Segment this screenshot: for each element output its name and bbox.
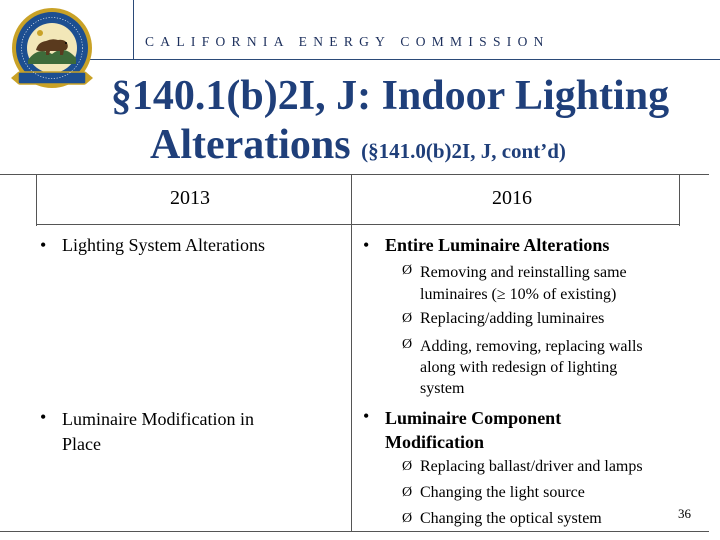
list-item — [40, 407, 254, 457]
table-header-divider — [36, 224, 679, 225]
slide-title-line2 — [150, 121, 566, 169]
organization-name: CALIFORNIA ENERGY COMMISSION — [145, 34, 550, 49]
sub-list-item — [402, 336, 643, 399]
table-top-border — [0, 174, 709, 175]
arrow-bullet-icon: Ø — [402, 337, 413, 352]
sub-item-text: Changing the light source — [420, 484, 585, 501]
sub-list-item — [402, 510, 602, 528]
page-number: 36 — [678, 506, 691, 521]
sub-item-text: Changing the optical system — [420, 510, 602, 527]
list-item-text: Entire Luminaire Alterations — [385, 235, 610, 255]
sub-item-text: Adding, removing, replacing walls — [420, 338, 643, 355]
sub-item-text: system — [420, 380, 465, 397]
table-bottom-border — [0, 531, 709, 532]
list-item — [363, 235, 609, 256]
list-item — [363, 406, 561, 454]
list-item — [40, 235, 265, 256]
sub-item-text: Removing and reinstalling same — [420, 264, 627, 281]
list-item-text: Place — [62, 434, 101, 454]
table-column-divider — [351, 174, 352, 532]
sub-item-text: Replacing/adding luminaires — [420, 310, 605, 327]
column-heading-2016: 2016 — [492, 187, 532, 209]
bullet-icon: • — [363, 406, 370, 426]
energy-commission-seal-logo — [6, 6, 98, 96]
sub-list-item — [402, 484, 585, 502]
sub-item-text: along with redesign of lighting — [420, 359, 618, 376]
list-item-text: Luminaire Component — [385, 408, 562, 428]
arrow-bullet-icon: Ø — [402, 459, 413, 474]
header-vertical-rule — [133, 0, 134, 60]
table-header-left-border — [36, 174, 37, 226]
slide-title-main: Alterations — [150, 122, 351, 168]
header-horizontal-rule — [80, 59, 720, 60]
slide-title-line1: §140.1(b)2I, J: Indoor Lighting — [110, 73, 670, 119]
arrow-bullet-icon: Ø — [402, 311, 413, 326]
list-item-text: Lighting System Alterations — [62, 235, 265, 255]
list-item-text: Luminaire Modification in — [62, 409, 254, 429]
sub-item-text: Replacing ballast/driver and lamps — [420, 458, 643, 475]
sub-list-item — [402, 310, 604, 328]
column-heading-2013: 2013 — [170, 187, 210, 209]
list-item-text: Modification — [385, 432, 484, 452]
slide-title-subtitle: (§141.0(b)2I, J, cont’d) — [361, 139, 566, 163]
sub-list-item — [402, 458, 643, 476]
arrow-bullet-icon: Ø — [402, 263, 413, 278]
arrow-bullet-icon: Ø — [402, 485, 413, 500]
sub-list-item — [402, 262, 627, 306]
bullet-icon: • — [363, 235, 370, 255]
table-header-right-border — [679, 174, 680, 226]
sub-item-text: luminaires (≥ 10% of existing) — [420, 286, 617, 303]
bullet-icon: • — [40, 235, 47, 255]
bullet-icon: • — [40, 407, 47, 427]
arrow-bullet-icon: Ø — [402, 511, 413, 526]
